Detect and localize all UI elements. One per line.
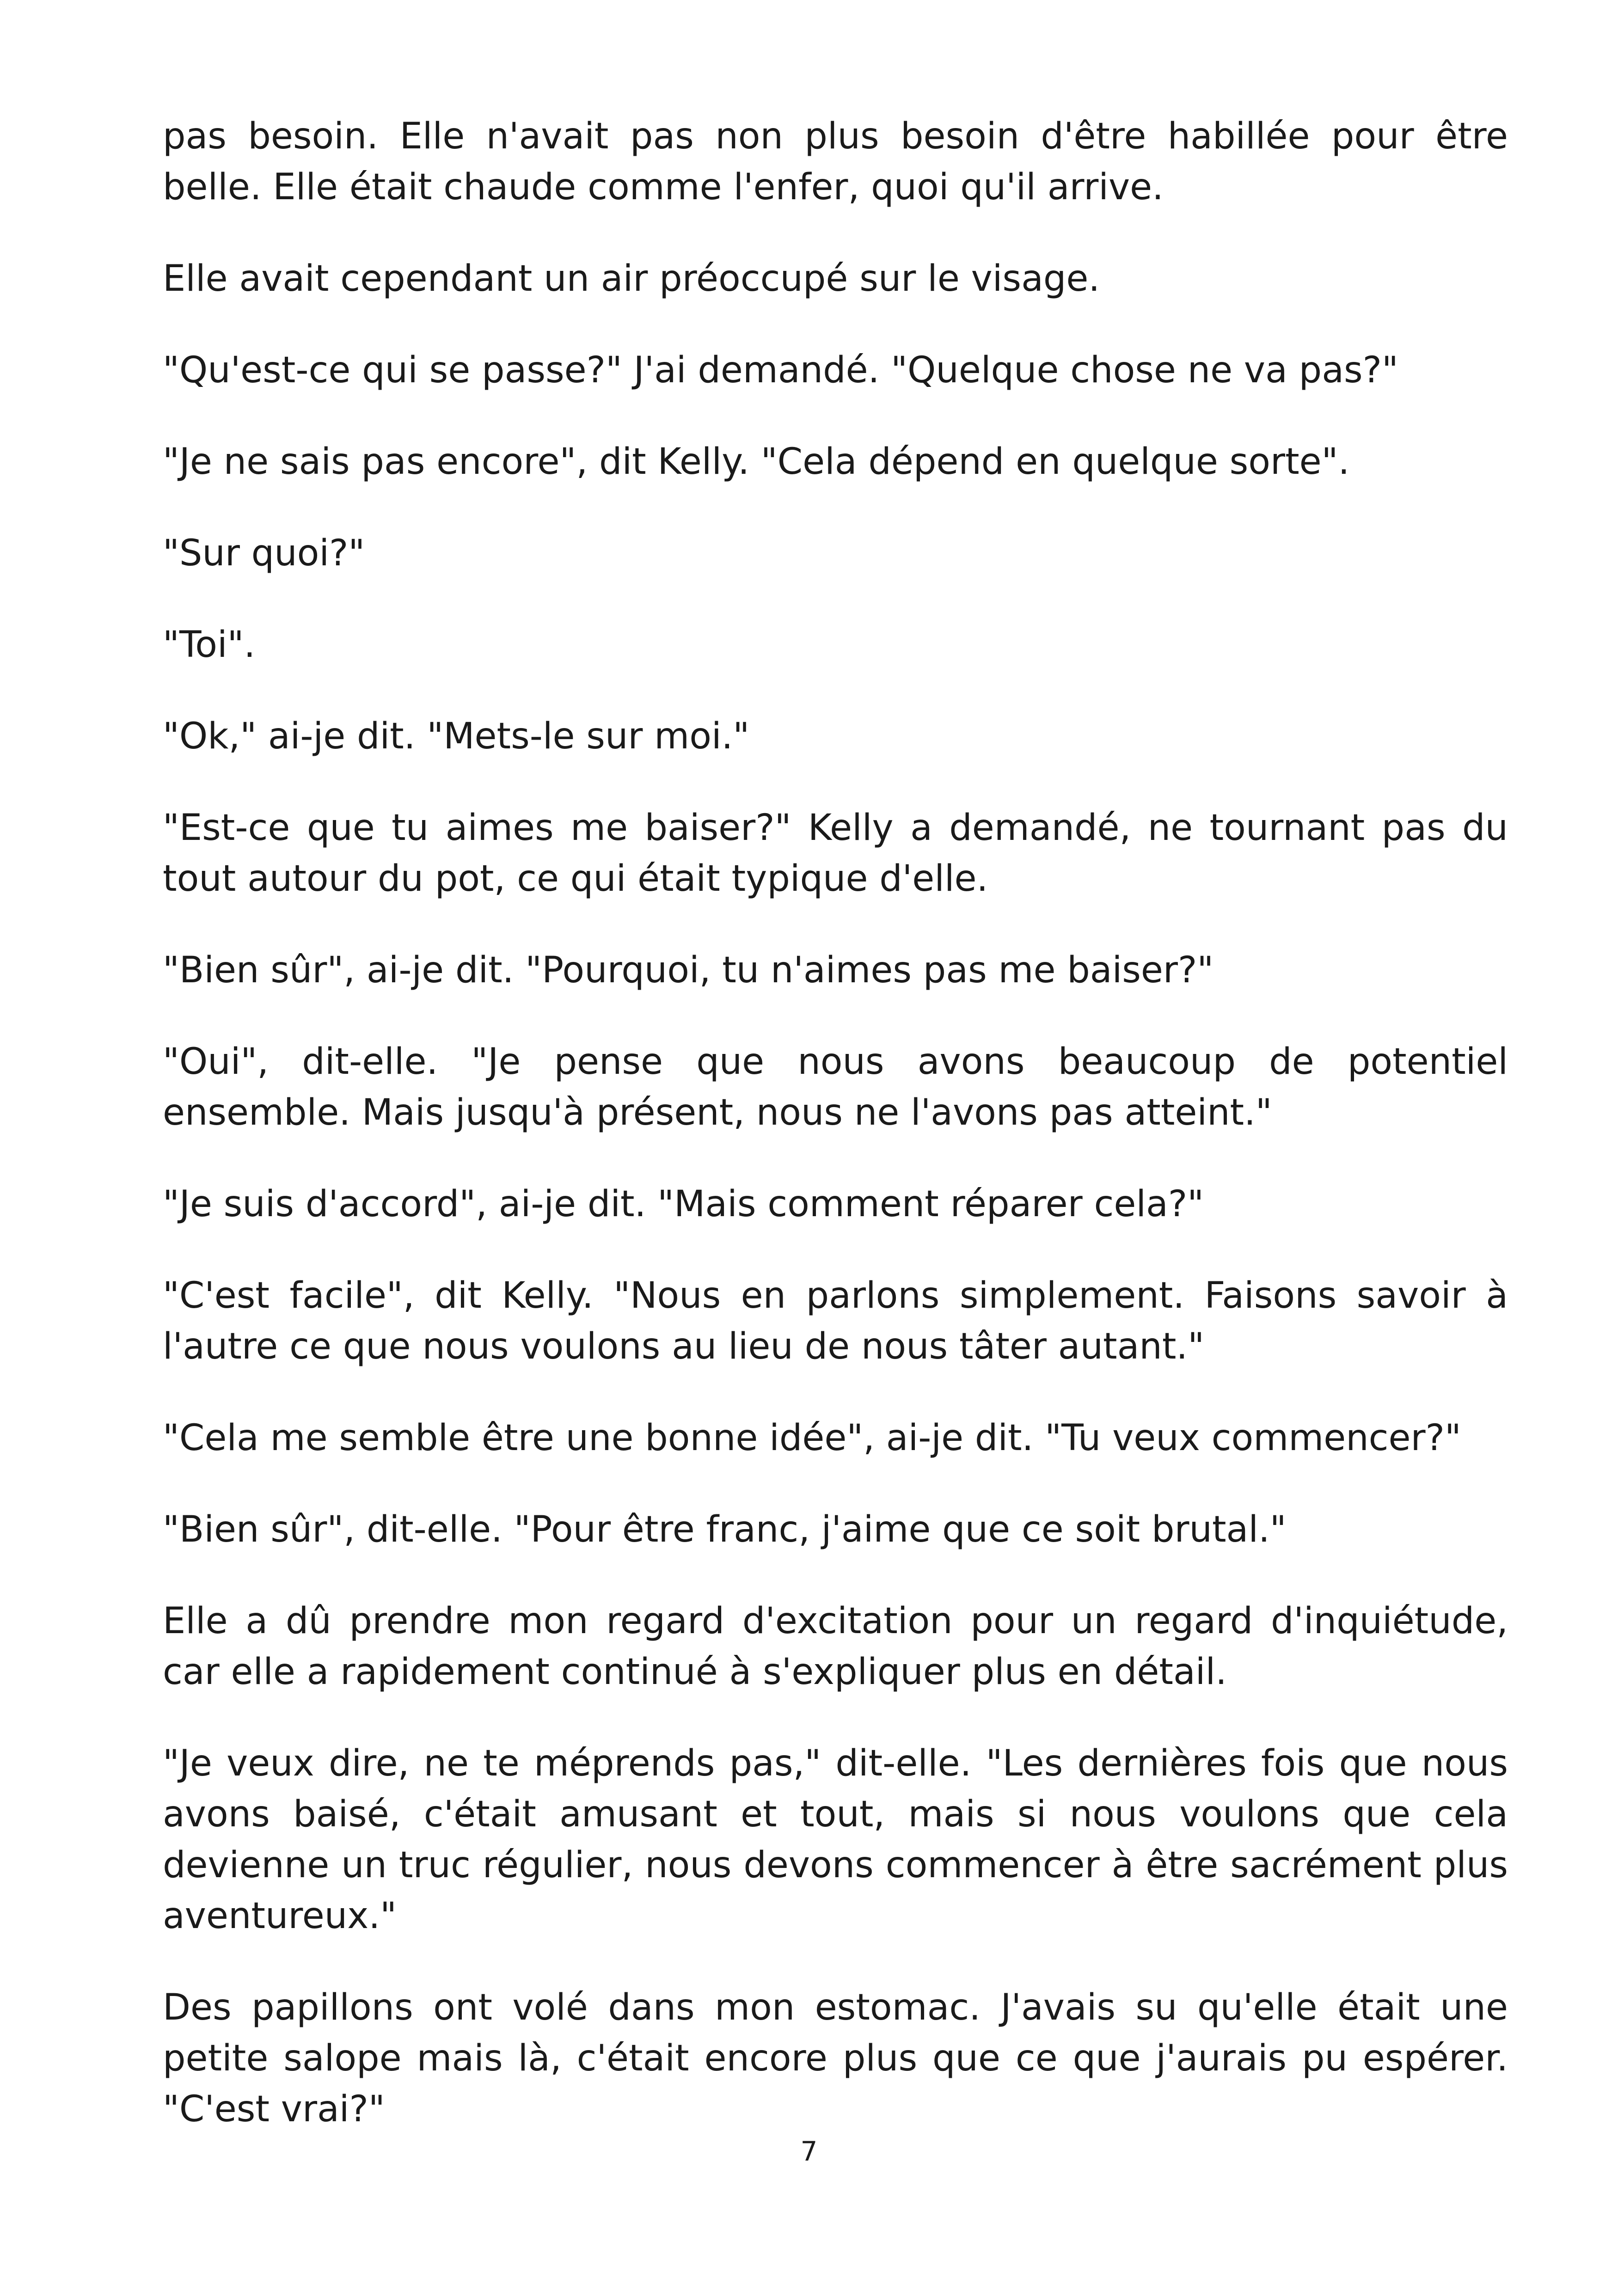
paragraph-8: "Est-ce que tu aimes me baiser?" Kelly a demandé, ne tournant pas du tout autour du pot, ce qui était typique d'elle. [163, 807, 1508, 900]
paragraph-2: Elle avait cependant un air préoccupé sur le visage. [163, 258, 1100, 300]
paragraph-12: "C'est facile", dit Kelly. "Nous en parlons simplement. Faisons savoir à l'autre ce que nous voulons au lieu de nous tâter autant." [163, 1275, 1508, 1367]
paragraph-5: "Sur quoi?" [163, 533, 365, 574]
paragraph-4: "Je ne sais pas encore", dit Kelly. "Cela dépend en quelque sorte". [163, 441, 1350, 483]
paragraph-13: "Cela me semble être une bonne idée", ai-je dit. "Tu veux commencer?" [163, 1417, 1461, 1459]
paragraph-10: "Oui", dit-elle. "Je pense que nous avons beaucoup de potentiel ensemble. Mais jusqu'à présent, nous ne l'avons pas atteint." [163, 1041, 1508, 1133]
paragraph-15: Elle a dû prendre mon regard d'excitation pour un regard d'inquiétude, car elle a rapidement continué à s'expliquer plus en détail. [163, 1600, 1508, 1693]
paragraph-16: "Je veux dire, ne te méprends pas," dit-elle. "Les dernières fois que nous avons baisé, c'était amusant et tout, mais si nous voulons que cela devienne un truc régulier, nous devons commencer à être sacrément plus aventureux." [163, 1743, 1508, 1937]
paragraph-9: "Bien sûr", ai-je dit. "Pourquoi, tu n'aimes pas me baiser?" [163, 949, 1214, 991]
paragraph-1: pas besoin. Elle n'avait pas non plus besoin d'être habillée pour être belle. Elle était chaude comme l'enfer, quoi qu'il arrive. [163, 116, 1508, 208]
paragraph-6: "Toi". [163, 624, 256, 666]
paragraph-7: "Ok," ai-je dit. "Mets-le sur moi." [163, 716, 750, 757]
paragraph-3: "Qu'est-ce qui se passe?" J'ai demandé. "Quelque chose ne va pas?" [163, 349, 1398, 391]
body-text [163, 111, 1508, 2175]
paragraph-14: "Bien sûr", dit-elle. "Pour être franc, j'aime que ce soit brutal." [163, 1509, 1287, 1550]
paragraph-17: Des papillons ont volé dans mon estomac. J'avais su qu'elle était une petite salope mais là, c'était encore plus que ce que j'aurais pu espérer. "C'est vrai?" [163, 1987, 1508, 2130]
page-number: 7 [800, 2136, 818, 2167]
paragraph-11: "Je suis d'accord", ai-je dit. "Mais comment réparer cela?" [163, 1183, 1204, 1225]
